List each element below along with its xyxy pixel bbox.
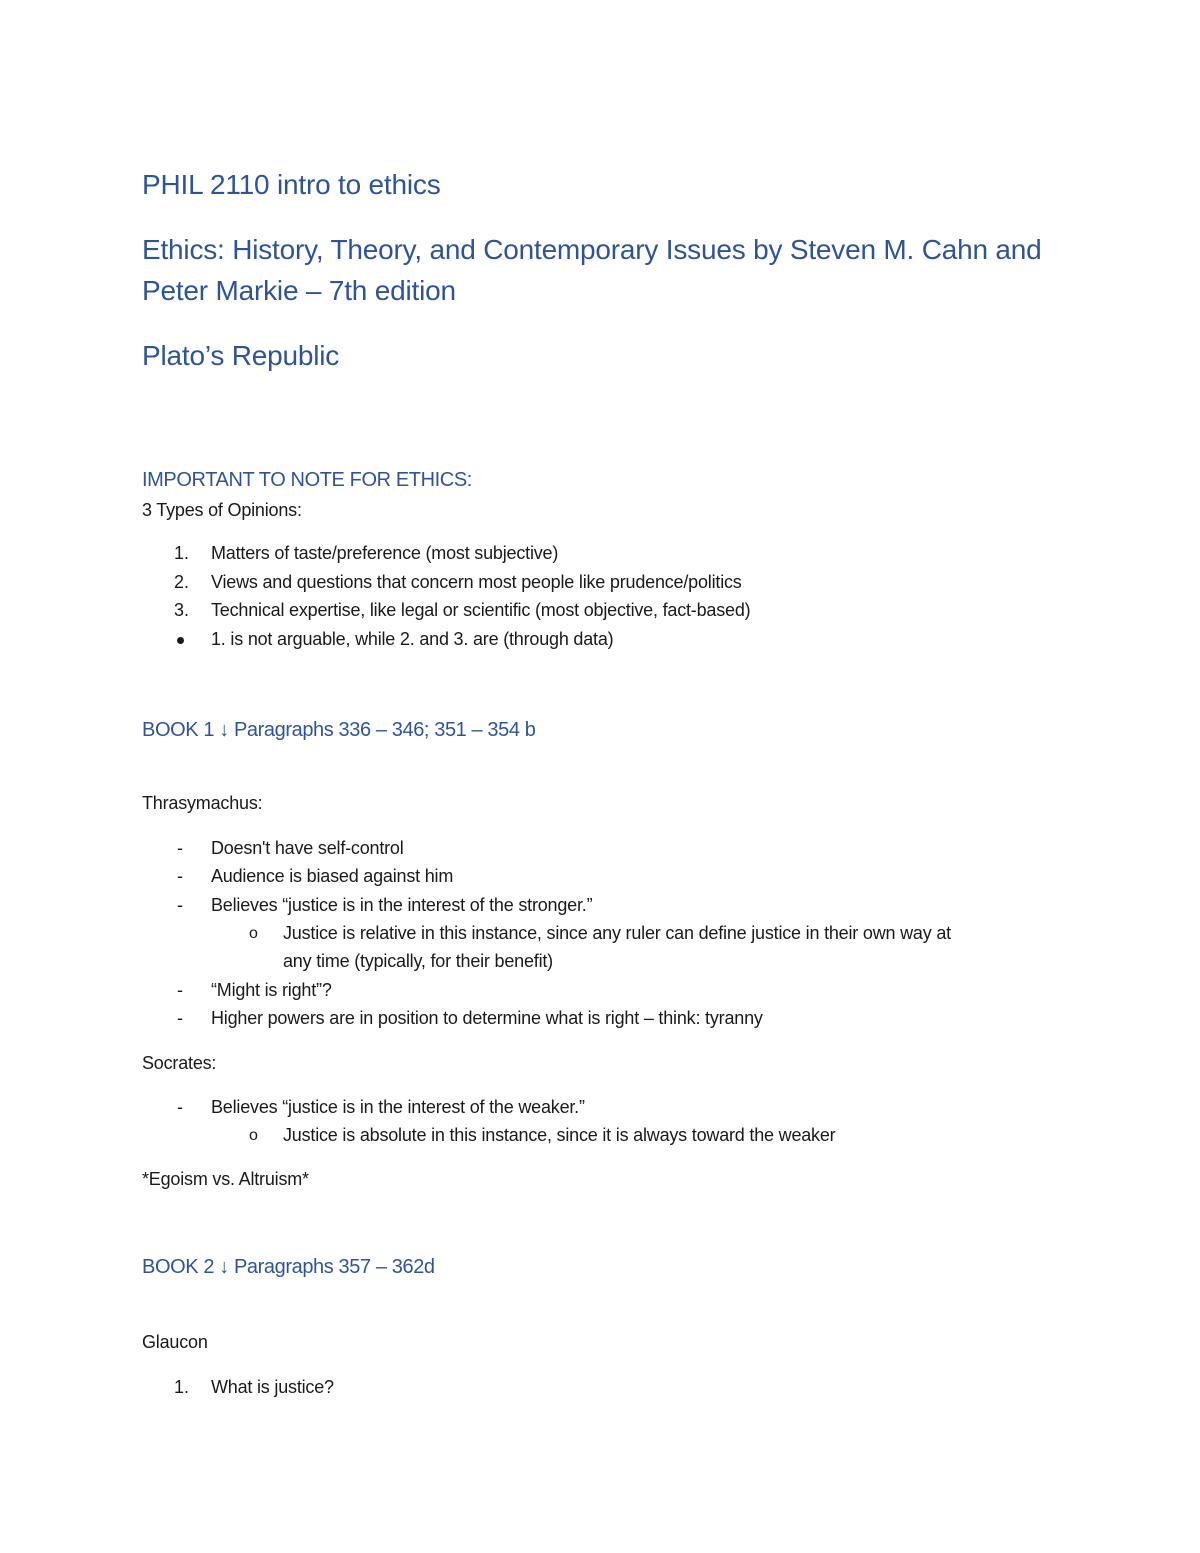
textbook-title-line1: Ethics: History, Theory, and Contemporary Issues by Steven M. Cahn and (142, 234, 1042, 265)
glaucon-label: Glaucon (142, 1332, 208, 1352)
list-item: Believes “justice is in the interest of the weaker.” (211, 1097, 585, 1117)
opinion-types-subheading: 3 Types of Opinions: (142, 500, 302, 520)
dash-marker: - (177, 838, 183, 858)
sub-bullet-icon: o (249, 1127, 258, 1144)
list-marker: 1. (174, 1377, 190, 1397)
course-title: PHIL 2110 intro to ethics (142, 169, 441, 200)
list-item: 1. is not arguable, while 2. and 3. are (through data) (211, 629, 614, 649)
list-marker: 1. (174, 543, 190, 563)
egoism-note: *Egoism vs. Altruism* (142, 1169, 309, 1189)
sub-list-item-continued: any time (typically, for their benefit) (283, 951, 553, 971)
list-item: Matters of taste/preference (most subjective) (211, 543, 559, 563)
dash-marker: - (177, 1097, 183, 1117)
list-marker: 3. (174, 600, 190, 620)
list-item: Higher powers are in position to determine what is right – think: tyranny (211, 1008, 763, 1028)
book1-heading: BOOK 1 ↓ Paragraphs 336 – 346; 351 – 354 b (142, 719, 536, 741)
list-item: Views and questions that concern most people like prudence/politics (211, 572, 742, 592)
bullet-icon (177, 637, 184, 644)
dash-marker: - (177, 980, 183, 1000)
list-item: Believes “justice is in the interest of the stronger.” (211, 895, 593, 915)
thrasymachus-label: Thrasymachus: (142, 793, 263, 813)
book2-heading: BOOK 2 ↓ Paragraphs 357 – 362d (142, 1256, 435, 1278)
list-item: Technical expertise, like legal or scientific (most objective, fact-based) (211, 600, 751, 620)
socrates-label: Socrates: (142, 1053, 217, 1073)
sub-bullet-icon: o (249, 925, 258, 942)
reading-title: Plato’s Republic (142, 340, 340, 371)
list-item: Doesn't have self-control (211, 838, 404, 858)
dash-marker: - (177, 866, 183, 886)
sub-list-item: Justice is relative in this instance, since any ruler can define justice in their own way at (283, 923, 951, 943)
dash-marker: - (177, 1008, 183, 1028)
list-item: What is justice? (211, 1377, 334, 1397)
textbook-title-line2: Peter Markie – 7th edition (142, 275, 456, 306)
dash-marker: - (177, 895, 183, 915)
list-item: “Might is right”? (211, 980, 332, 1000)
sub-list-item: Justice is absolute in this instance, since it is always toward the weaker (283, 1125, 836, 1145)
list-marker: 2. (174, 572, 190, 592)
important-note-heading: IMPORTANT TO NOTE FOR ETHICS: (142, 469, 472, 491)
list-item: Audience is biased against him (211, 866, 454, 886)
